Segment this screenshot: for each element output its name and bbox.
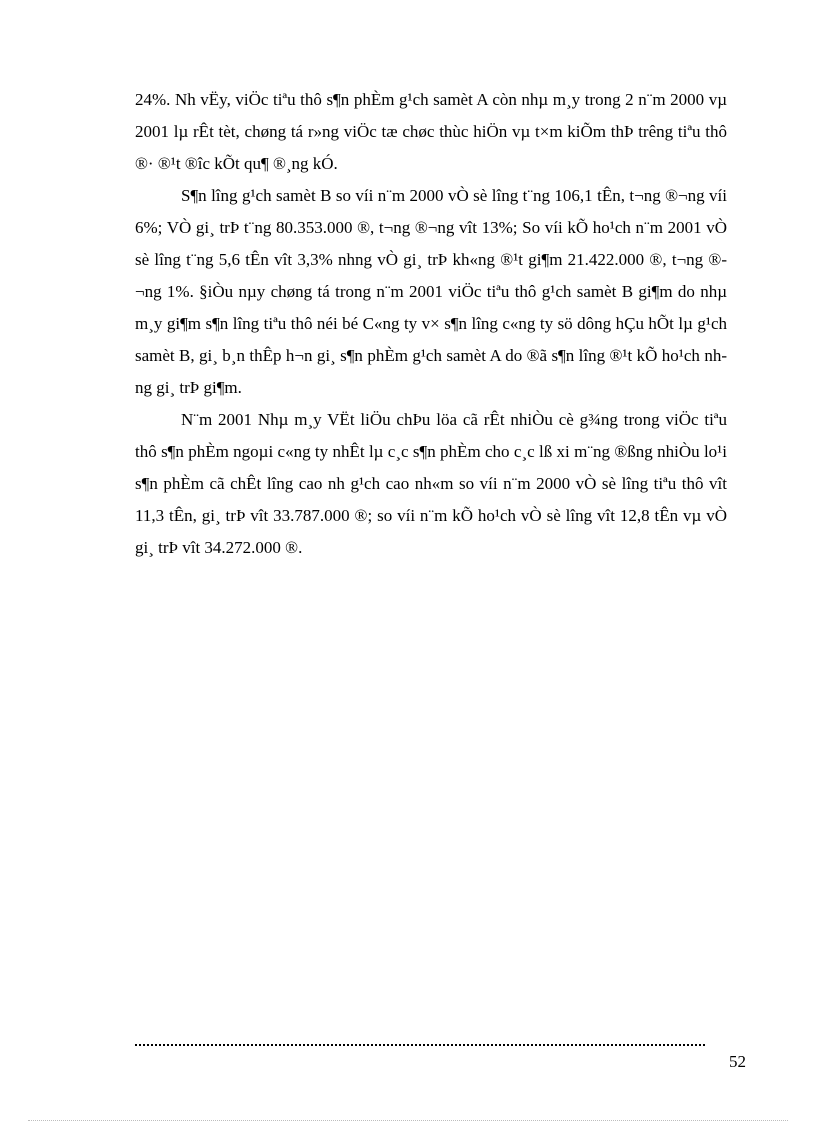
- paragraph-1: 24%. Nh vËy, viÖc tiªu thô s¶n phÈm g¹ch samèt A còn nhµ m¸y trong 2 n¨m 2000 vµ 2001 lµ rÊt tèt, chøng tá r»ng viÖc tæ chøc thùc hiÖn vµ t×m kiÕm thÞ trêng tiªu thô ®· ®¹t ®îc kÕt qu¶ ®¸ng kÓ.: [135, 90, 727, 173]
- document-body: [135, 84, 727, 564]
- paragraph-3: N¨m 2001 Nhµ m¸y VËt liÖu chÞu löa cã rÊt nhiÒu cè g¾ng trong viÖc tiªu thô s¶n phÈm ngoµi c«ng ty nhÊt lµ c¸c s¶n phÈm cho c¸c lß xi m¨ng ®ßng nhiÒu lo¹i s¶n phÈm cã chÊt lîng cao nh g¹ch cao nh«m so víi n¨m 2000 vÒ sè lîng tiªu thô vît 11,3 tÊn, gi¸ trÞ vît 33.787.000 ®; so víi n¨m kÕ ho¹ch vÒ sè lîng vît 12,8 tÊn vµ vÒ gi¸ trÞ vît 34.272.000 ®.: [135, 410, 727, 557]
- page-number: 52: [729, 1052, 746, 1071]
- footer-divider: [135, 1044, 705, 1046]
- paragraph-2: S¶n lîng g¹ch samèt B so víi n¨m 2000 vÒ sè lîng t¨ng 106,1 tÊn, t¬ng ®¬ng víi 6%; VÒ gi¸ trÞ t¨ng 80.353.000 ®, t¬ng ®¬ng vît 13%; So víi kÕ ho¹ch n¨m 2001 vÒ sè lîng t¨ng 5,6 tÊn vît 3,3% nhng vÒ gi¸ trÞ kh«ng ®¹t gi¶m 21.422.000 ®, t¬ng ®¬ng 1%. §iÒu nµy chøng tá trong n¨m 2001 viÖc tiªu thô g¹ch samèt B gi¶m do nhµ m¸y gi¶m s¶n lîng tiªu thô néi bé C«ng ty v× s¶n lîng c«ng ty sö dông hÇu hÕt lµ g¹ch samèt B, gi¸ b¸n thÊp h¬n gi¸ s¶n phÈm g¹ch samèt A do ®ã s¶n lîng ®¹t kÕ ho¹ch nhng gi¸ trÞ gi¶m.: [135, 186, 727, 397]
- page-bottom-border: [28, 1120, 788, 1121]
